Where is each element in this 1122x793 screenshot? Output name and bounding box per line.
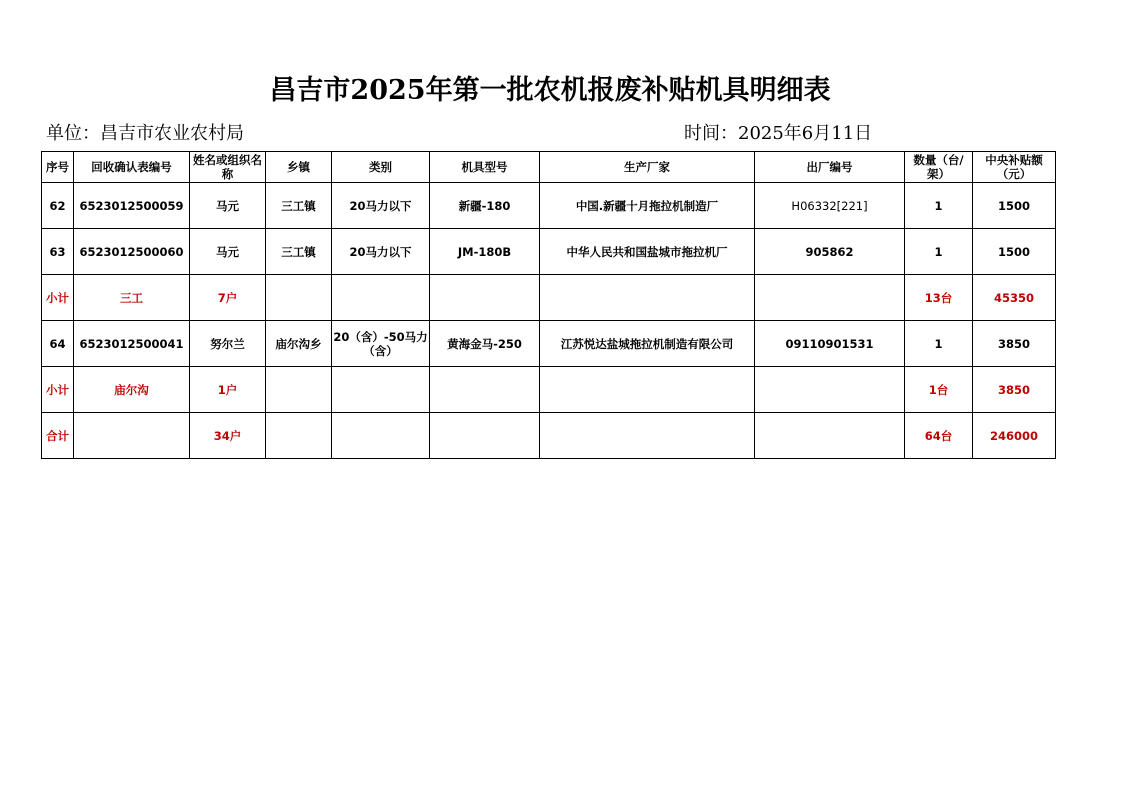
header-serial: 出厂编号 — [755, 152, 905, 183]
header-subsidy: 中央补贴额（元） — [973, 152, 1056, 183]
cell-category: 20（含）-50马力（含） — [332, 321, 430, 367]
header-category: 类别 — [332, 152, 430, 183]
header-manufacturer: 生产厂家 — [540, 152, 755, 183]
cell-recycle-no: 6523012500041 — [74, 321, 190, 367]
cell-recycle-no: 三工 — [74, 275, 190, 321]
cell-serial — [755, 367, 905, 413]
cell-quantity: 13台 — [905, 275, 973, 321]
cell-name: 马元 — [190, 229, 266, 275]
cell-seq: 小计 — [42, 275, 74, 321]
cell-quantity: 64台 — [905, 413, 973, 459]
cell-name: 马元 — [190, 183, 266, 229]
cell-town — [266, 367, 332, 413]
header-quantity: 数量（台/架） — [905, 152, 973, 183]
table-row — [42, 321, 1056, 367]
cell-category — [332, 275, 430, 321]
cell-subsidy: 1500 — [973, 183, 1056, 229]
cell-category: 20马力以下 — [332, 229, 430, 275]
subtotal-row — [42, 367, 1056, 413]
cell-seq: 合计 — [42, 413, 74, 459]
cell-serial — [755, 275, 905, 321]
cell-model — [430, 367, 540, 413]
cell-town: 三工镇 — [266, 229, 332, 275]
cell-serial: 905862 — [755, 229, 905, 275]
header-recycle-no: 回收确认表编号 — [74, 152, 190, 183]
cell-town — [266, 413, 332, 459]
table-row — [42, 229, 1056, 275]
cell-recycle-no: 庙尔沟 — [74, 367, 190, 413]
header-name: 姓名或组织名称 — [190, 152, 266, 183]
subtotal-row — [42, 275, 1056, 321]
cell-category — [332, 367, 430, 413]
cell-subsidy: 3850 — [973, 321, 1056, 367]
cell-seq: 64 — [42, 321, 74, 367]
table-row — [42, 183, 1056, 229]
cell-subsidy: 3850 — [973, 367, 1056, 413]
table-header-row — [42, 152, 1056, 183]
cell-town — [266, 275, 332, 321]
cell-model: JM-180B — [430, 229, 540, 275]
cell-seq: 63 — [42, 229, 74, 275]
cell-name: 34户 — [190, 413, 266, 459]
cell-model: 新疆-180 — [430, 183, 540, 229]
cell-serial — [755, 413, 905, 459]
cell-subsidy: 1500 — [973, 229, 1056, 275]
cell-quantity: 1 — [905, 321, 973, 367]
cell-subsidy: 45350 — [973, 275, 1056, 321]
cell-manufacturer — [540, 275, 755, 321]
cell-seq: 小计 — [42, 367, 74, 413]
cell-recycle-no: 6523012500059 — [74, 183, 190, 229]
header-town: 乡镇 — [266, 152, 332, 183]
cell-manufacturer — [540, 367, 755, 413]
cell-model — [430, 413, 540, 459]
total-row — [42, 413, 1056, 459]
cell-seq: 62 — [42, 183, 74, 229]
cell-quantity: 1 — [905, 229, 973, 275]
cell-quantity: 1 — [905, 183, 973, 229]
cell-manufacturer — [540, 413, 755, 459]
cell-category — [332, 413, 430, 459]
cell-name: 努尔兰 — [190, 321, 266, 367]
cell-manufacturer: 江苏悦达盐城拖拉机制造有限公司 — [540, 321, 755, 367]
cell-manufacturer: 中华人民共和国盐城市拖拉机厂 — [540, 229, 755, 275]
cell-model: 黄海金马-250 — [430, 321, 540, 367]
cell-recycle-no: 6523012500060 — [74, 229, 190, 275]
cell-subsidy: 246000 — [973, 413, 1056, 459]
cell-quantity: 1台 — [905, 367, 973, 413]
header-seq: 序号 — [42, 152, 74, 183]
cell-recycle-no — [74, 413, 190, 459]
cell-model — [430, 275, 540, 321]
cell-name: 7户 — [190, 275, 266, 321]
date-label: 时间：2025年6月11日 — [684, 123, 873, 144]
header-model: 机具型号 — [430, 152, 540, 183]
document-title: 昌吉市2025年第一批农机报废补贴机具明细表 — [269, 75, 831, 106]
cell-serial: H06332[221] — [755, 183, 905, 229]
cell-name: 1户 — [190, 367, 266, 413]
cell-town: 庙尔沟乡 — [266, 321, 332, 367]
unit-label: 单位：昌吉市农业农村局 — [46, 123, 244, 144]
cell-town: 三工镇 — [266, 183, 332, 229]
cell-category: 20马力以下 — [332, 183, 430, 229]
cell-manufacturer: 中国.新疆十月拖拉机制造厂 — [540, 183, 755, 229]
subsidy-detail-table — [41, 151, 1056, 459]
cell-serial: 09110901531 — [755, 321, 905, 367]
